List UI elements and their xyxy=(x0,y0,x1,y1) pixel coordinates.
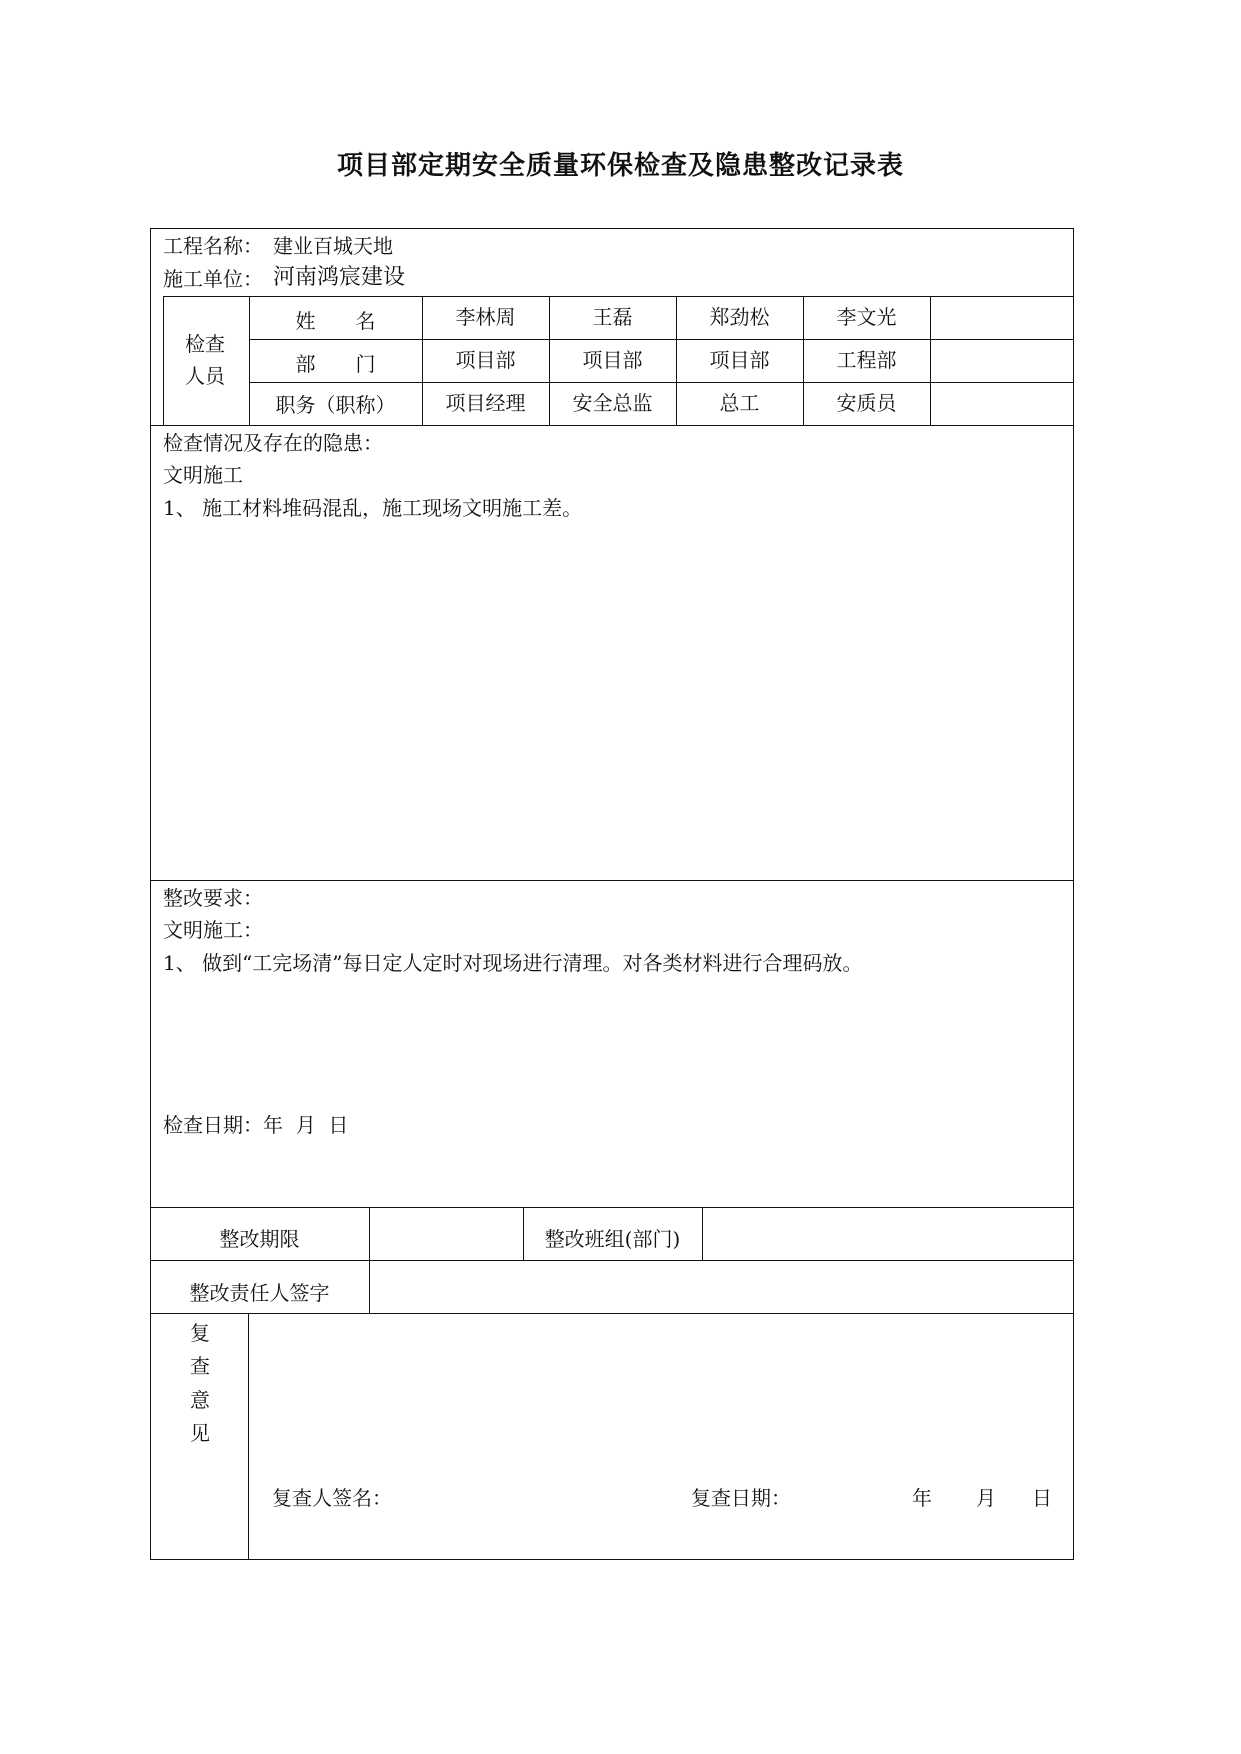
review-label-char: 见 xyxy=(190,1421,210,1445)
review-date-day: 日 xyxy=(1032,1486,1052,1510)
requirements-item: 1、 做到“工完场清”每日定人定时对现场进行清理。对各类材料进行合理码放。 xyxy=(163,951,863,975)
project-name-value: 建业百城天地 xyxy=(273,234,393,258)
requirements-heading: 整改要求： xyxy=(163,886,263,910)
review-label-char: 复 xyxy=(190,1321,210,1345)
review-date-year: 年 xyxy=(912,1486,932,1510)
inspector-dept: 工程部 xyxy=(836,348,897,372)
inspectors-label-line2: 人员 xyxy=(185,364,225,388)
inspector-name: 李文光 xyxy=(836,305,897,329)
review-label-char: 意 xyxy=(190,1388,210,1412)
page-title: 项目部定期安全质量环保检查及隐患整改记录表 xyxy=(336,151,904,181)
deadline-label: 整改期限 xyxy=(219,1227,300,1251)
review-date-month: 月 xyxy=(976,1486,996,1510)
findings-item: 1、 施工材料堆码混乱，施工现场文明施工差。 xyxy=(163,496,583,520)
inspector-title: 总工 xyxy=(719,391,760,415)
review-label-char: 查 xyxy=(190,1354,210,1378)
team-label: 整改班组(部门) xyxy=(544,1227,681,1251)
inspector-title: 项目经理 xyxy=(445,391,526,415)
inspector-title: 安全总监 xyxy=(572,391,653,415)
inspector-dept: 项目部 xyxy=(709,348,770,372)
findings-category: 文明施工 xyxy=(163,463,243,487)
inspector-name: 李林周 xyxy=(455,305,516,329)
findings-heading: 检查情况及存在的隐患： xyxy=(163,431,383,455)
inspectors-label-line1: 检查 xyxy=(185,332,225,356)
inspector-dept: 项目部 xyxy=(582,348,643,372)
inspector-dept: 项目部 xyxy=(455,348,516,372)
inspector-title: 安质员 xyxy=(836,391,897,415)
project-name-label: 工程名称： xyxy=(163,234,263,258)
row-label-title: 职务（职称） xyxy=(275,393,396,417)
responsible-signature-label: 整改责任人签字 xyxy=(189,1281,330,1305)
inspector-name: 王磊 xyxy=(592,305,633,329)
inspection-date: 检查日期：年 月 日 xyxy=(163,1113,349,1137)
requirements-category: 文明施工： xyxy=(163,918,263,942)
reviewer-signature-label: 复查人签名： xyxy=(272,1486,392,1510)
construction-unit-label: 施工单位： xyxy=(163,267,263,291)
row-label-dept: 部 门 xyxy=(295,352,376,376)
review-date-label: 复查日期： xyxy=(691,1486,791,1510)
inspector-name: 郑劲松 xyxy=(709,305,770,329)
construction-unit-value: 河南鸿宸建设 xyxy=(273,265,406,290)
row-label-name: 姓 名 xyxy=(295,309,376,333)
